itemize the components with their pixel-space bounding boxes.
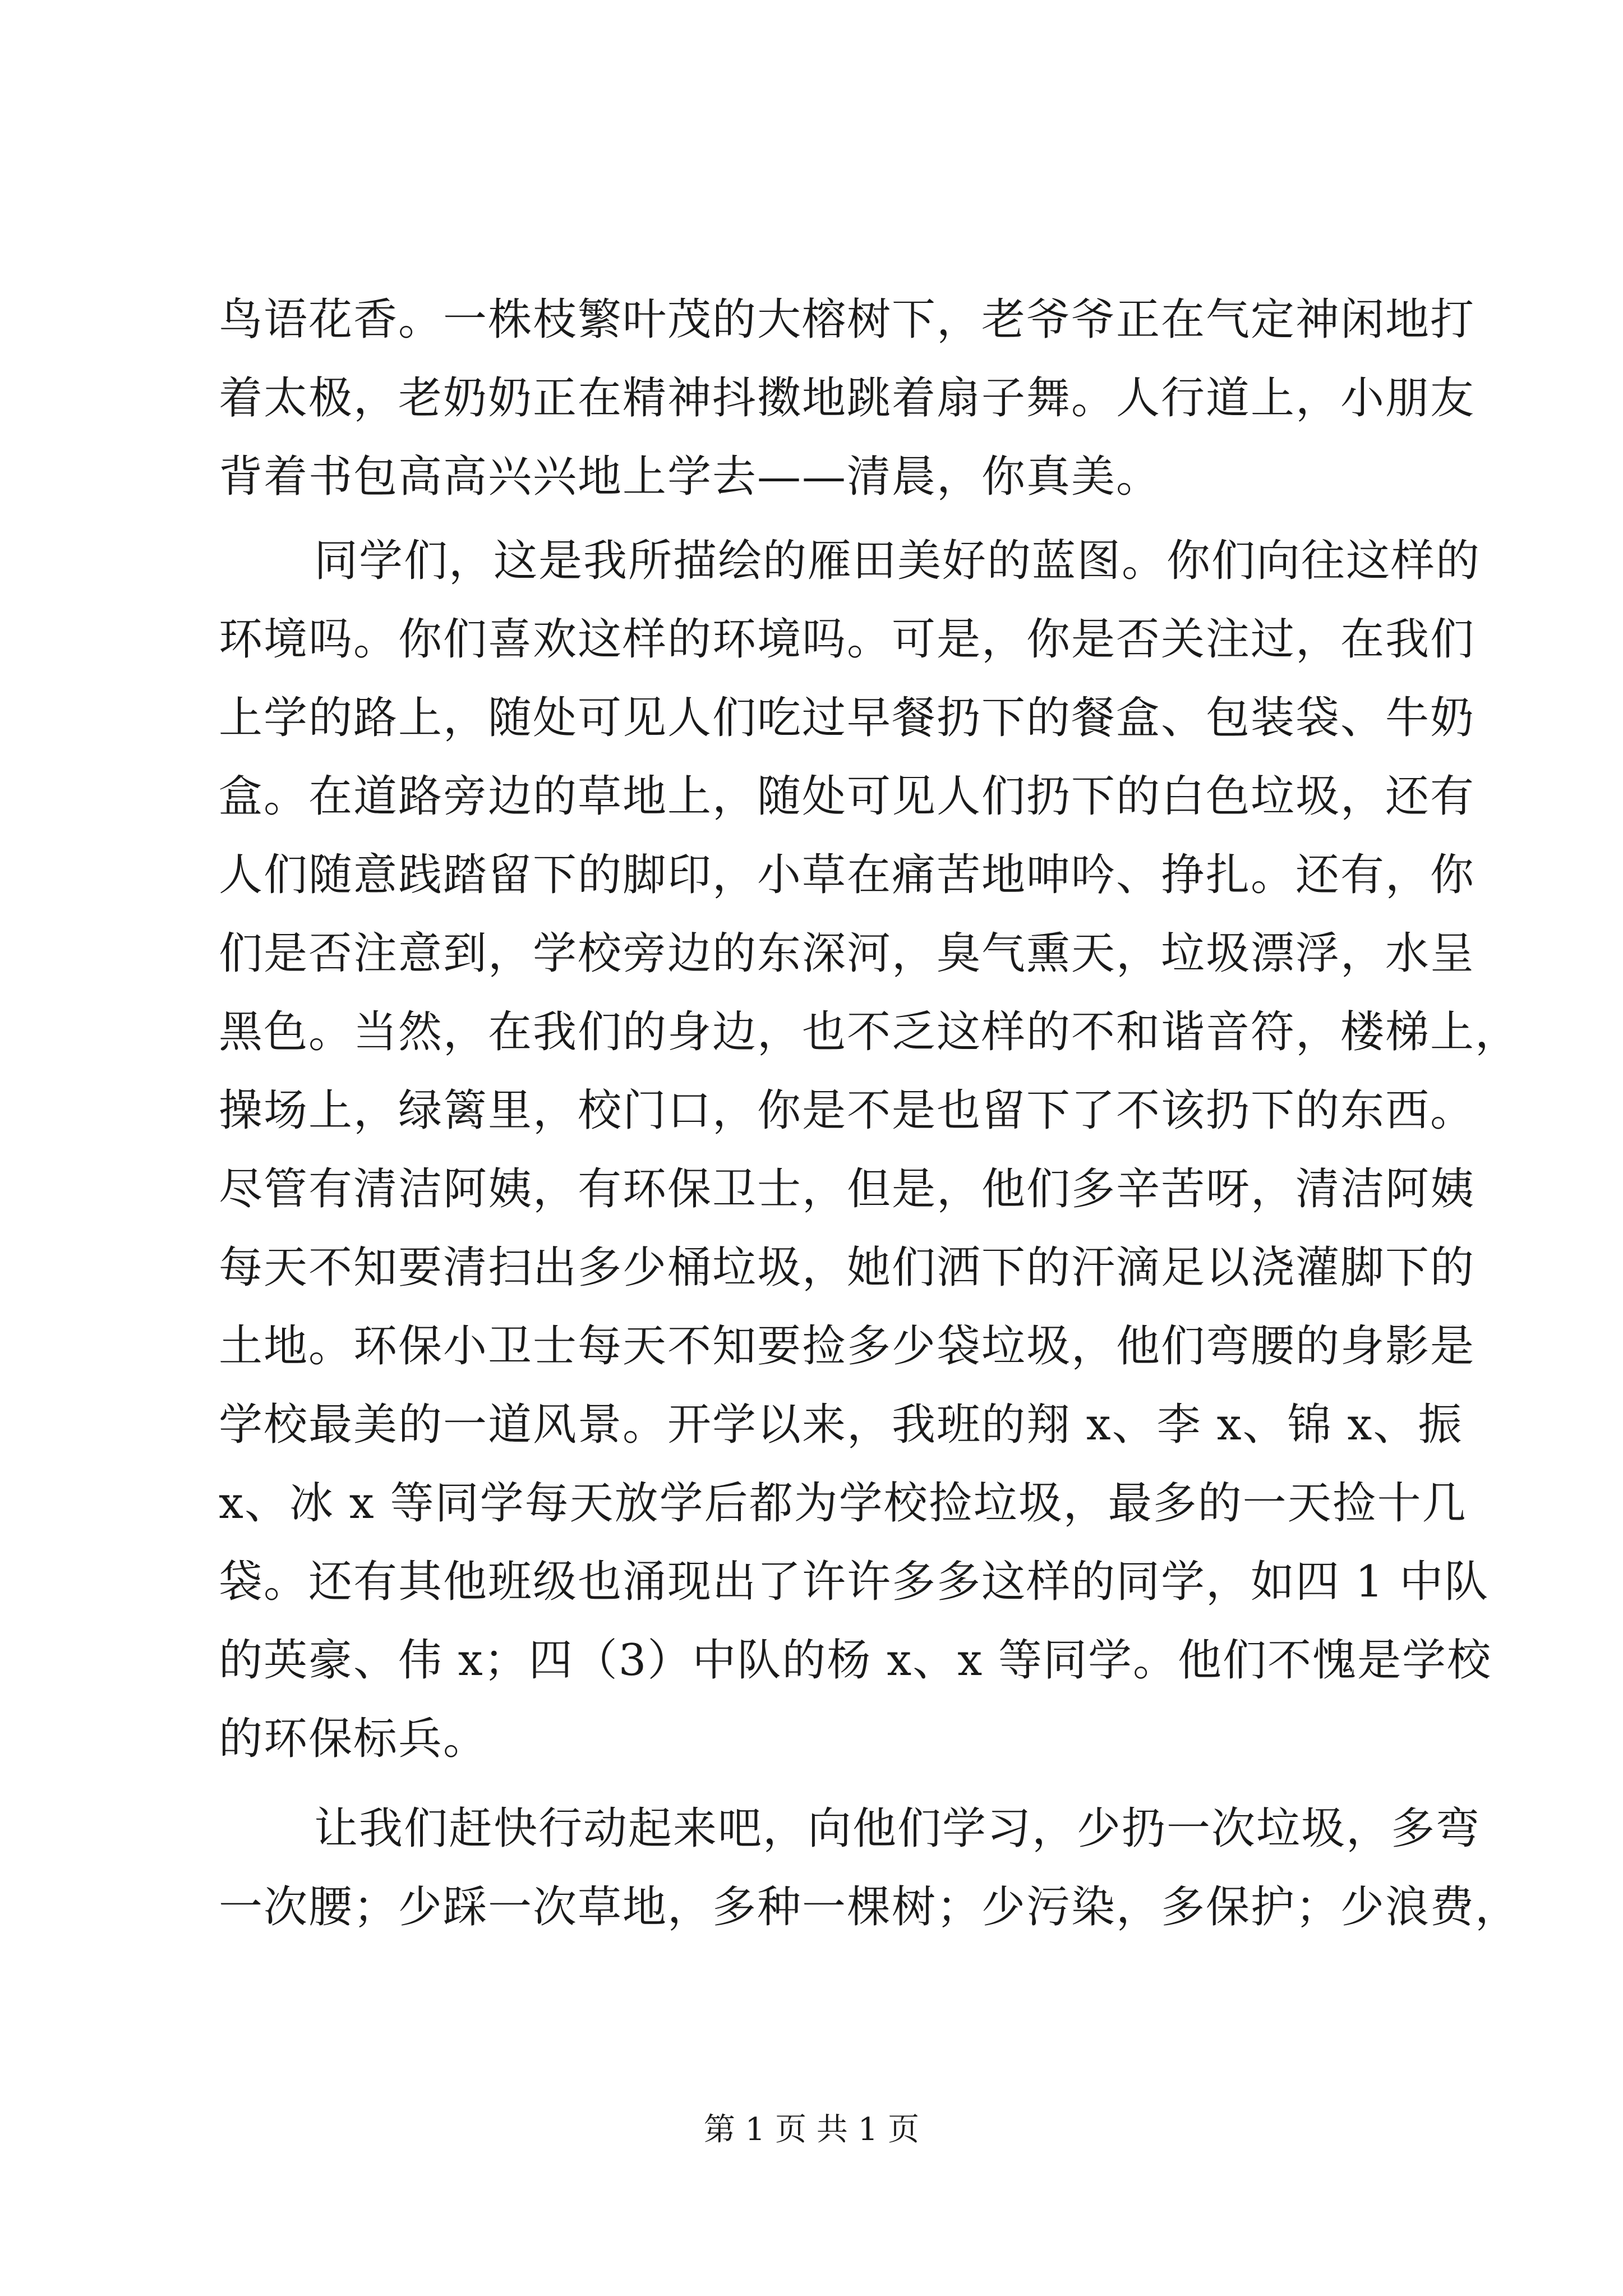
text-line: 盒。在道路旁边的草地上，随处可见人们扔下的白色垃圾，还有 <box>219 771 1476 822</box>
text-line: 们是否注意到，学校旁边的东深河，臭气熏天，垃圾漂浮，水呈 <box>219 928 1476 979</box>
text-line: 的英豪、伟 x；四（3）中队的杨 x、x 等同学。他们不愧是学校 <box>219 1635 1492 1686</box>
text-line: 操场上，绿篱里，校门口，你是不是也留下了不该扔下的东西。 <box>219 1085 1476 1136</box>
text-line: 黑色。当然，在我们的身边，也不乏这样的不和谐音符，楼梯上， <box>219 1007 1520 1057</box>
text-line: 的环保标兵。 <box>219 1714 488 1764</box>
text-line: 环境吗。你们喜欢这样的环境吗。可是，你是否关注过，在我们 <box>219 614 1476 665</box>
text-line: 背着书包高高兴兴地上学去——清晨，你真美。 <box>219 452 1161 502</box>
text-line: 鸟语花香。一株枝繁叶茂的大榕树下，老爷爷正在气定神闲地打 <box>219 295 1476 345</box>
text-line: x、冰 x 等同学每天放学后都为学校捡垃圾，最多的一天捡十几 <box>219 1478 1467 1529</box>
text-line: 上学的路上，随处可见人们吃过早餐扔下的餐盒、包装袋、牛奶 <box>219 693 1476 743</box>
text-line: 土地。环保小卫士每天不知要捡多少袋垃圾，他们弯腰的身影是 <box>219 1321 1476 1372</box>
text-line: 学校最美的一道风景。开学以来，我班的翔 x、李 x、锦 x、振 <box>219 1400 1463 1450</box>
page-footer: 第 1 页 共 1 页 <box>703 2111 920 2148</box>
text-line: 让我们赶快行动起来吧，向他们学习，少扔一次垃圾，多弯 <box>314 1803 1481 1854</box>
text-line: 一次腰；少踩一次草地，多种一棵树；少污染，多保护；少浪费， <box>219 1882 1520 1932</box>
text-line: 着太极，老奶奶正在精神抖擞地跳着扇子舞。人行道上，小朋友 <box>219 373 1476 424</box>
text-line: 尽管有清洁阿姨，有环保卫士，但是，他们多辛苦呀，清洁阿姨 <box>219 1164 1476 1214</box>
text-line: 每天不知要清扫出多少桶垃圾，她们洒下的汗滴足以浇灌脚下的 <box>219 1243 1476 1293</box>
text-line: 同学们，这是我所描绘的雁田美好的蓝图。你们向往这样的 <box>314 536 1481 586</box>
text-line: 袋。还有其他班级也涌现出了许许多多这样的同学，如四 1 中队 <box>219 1557 1490 1607</box>
text-line: 人们随意践踏留下的脚印，小草在痛苦地呻吟、挣扎。还有，你 <box>219 850 1476 900</box>
